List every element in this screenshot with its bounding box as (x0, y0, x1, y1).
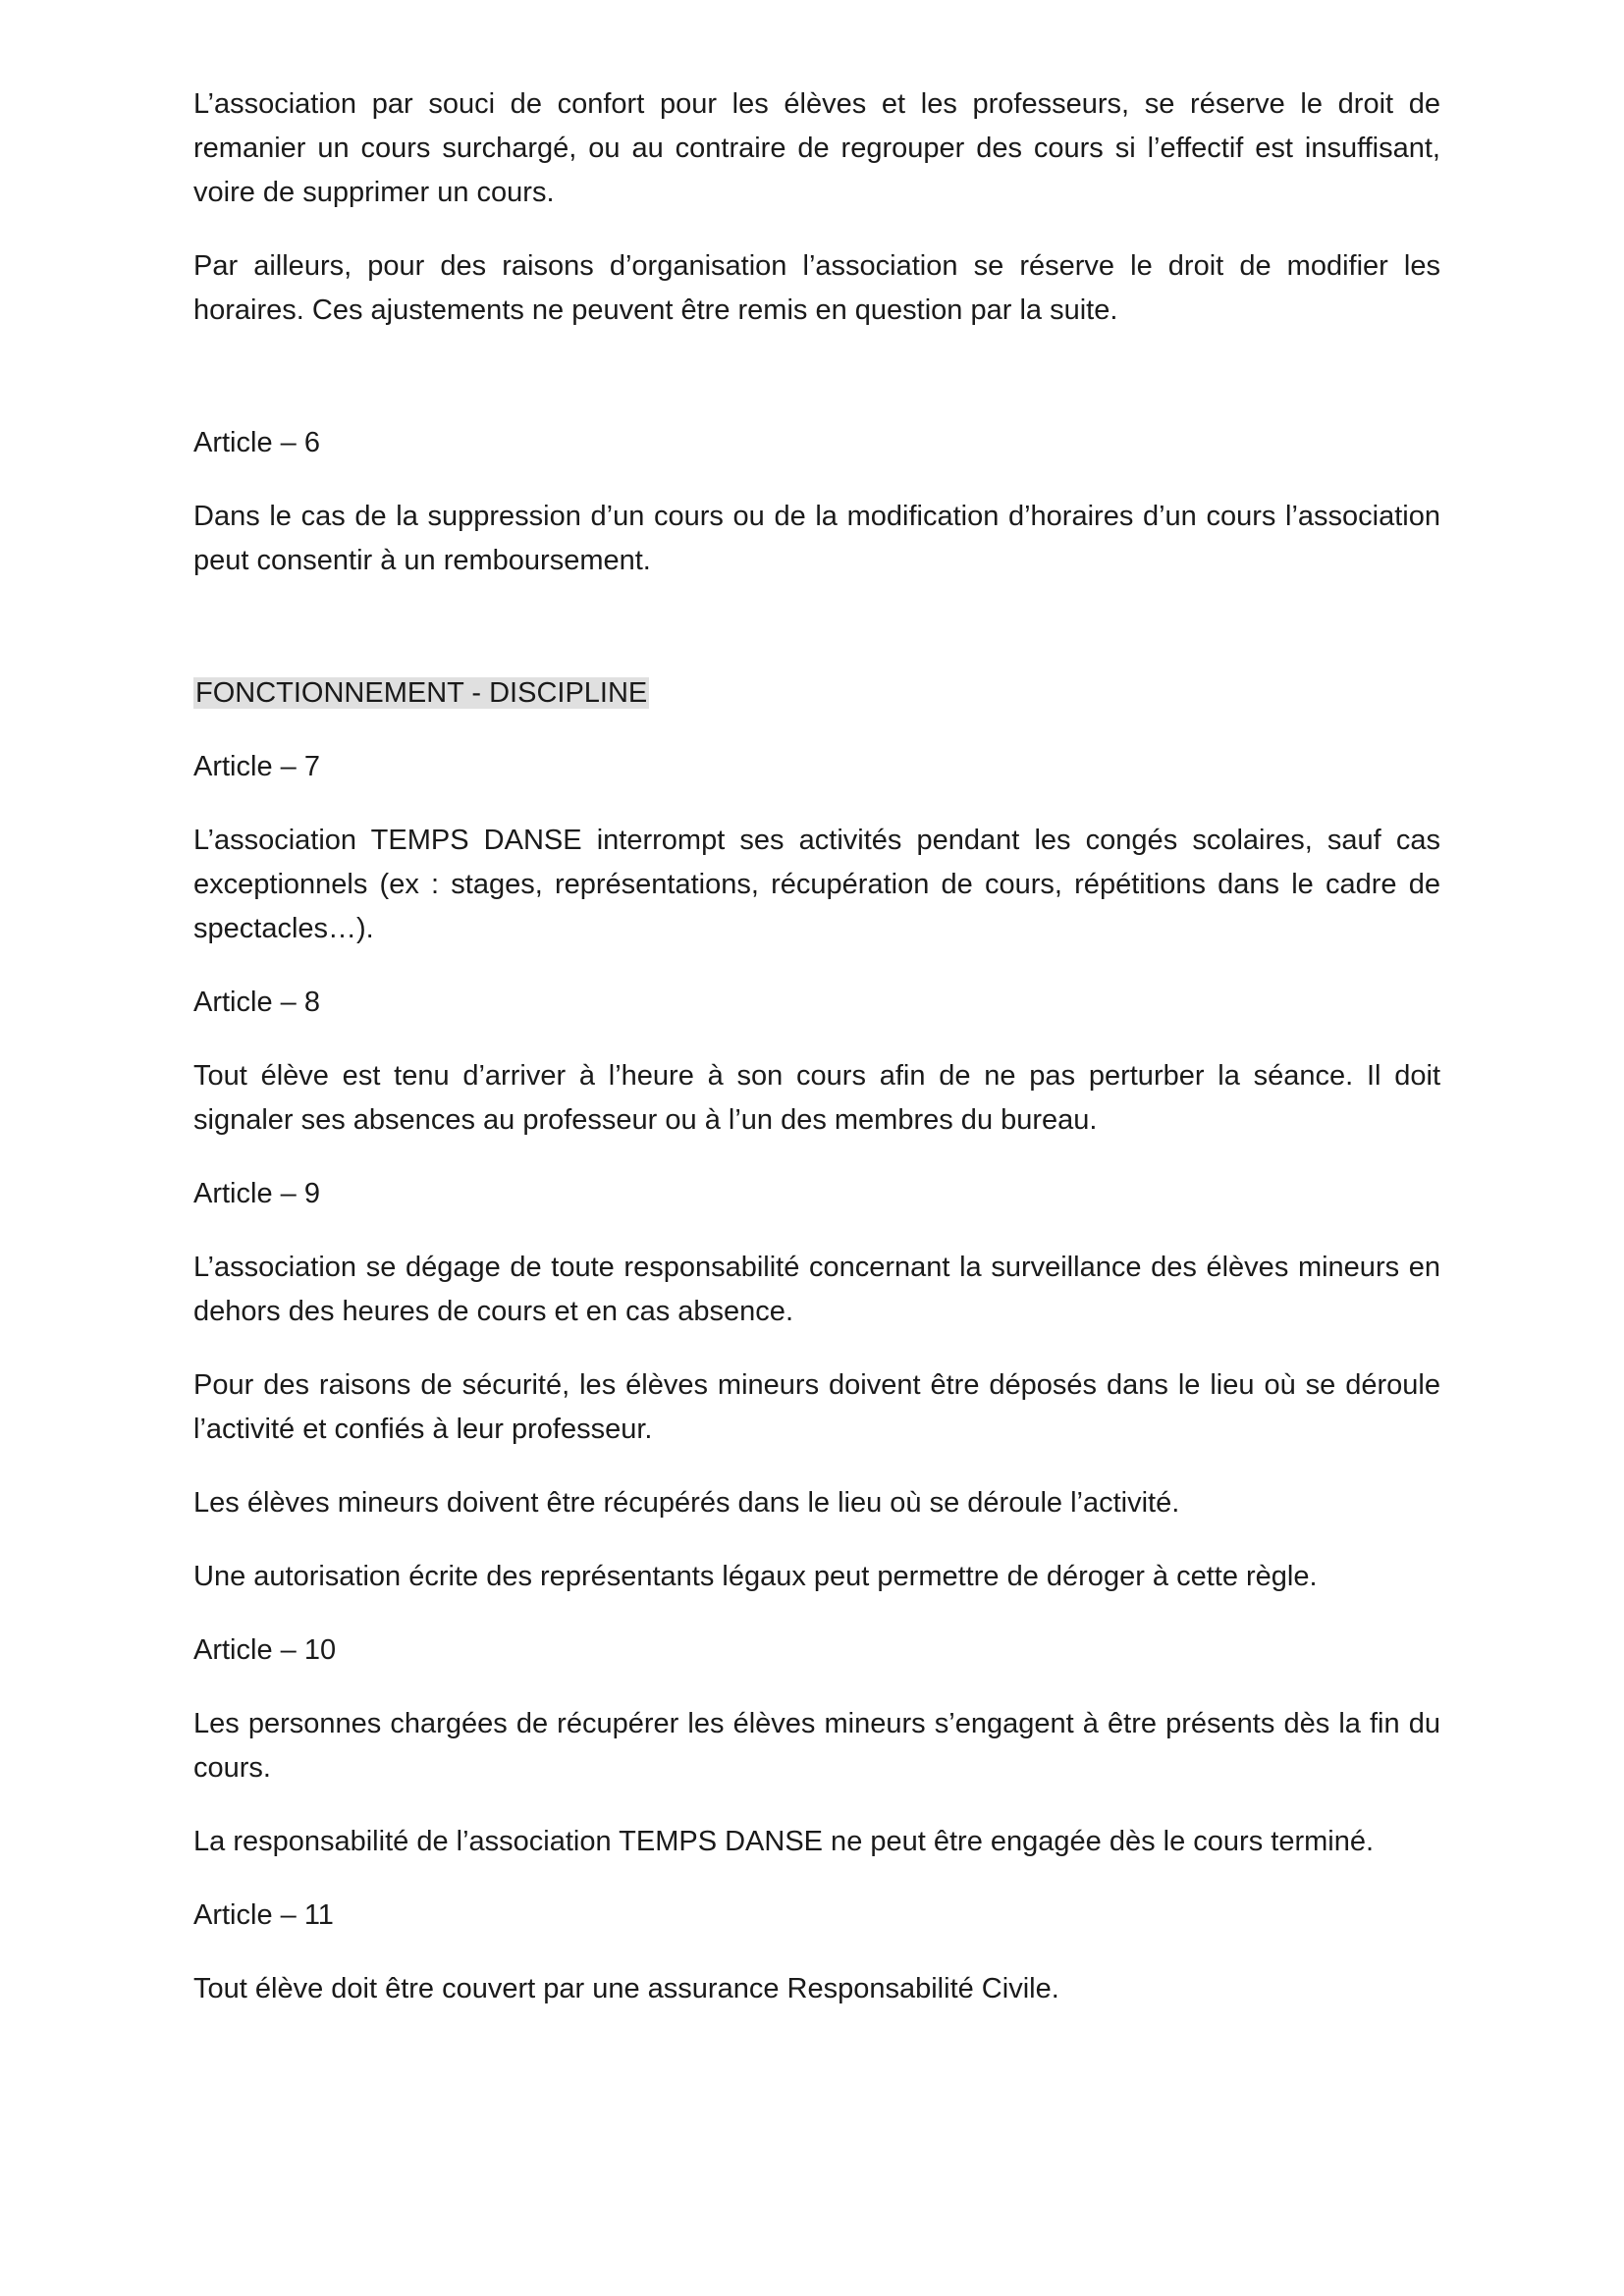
article-9-paragraph-4: Une autorisation écrite des représentants légaux peut permettre de déroger à cette règle. (193, 1561, 1318, 1592)
article-9-paragraph-1: L’association se dégage de toute responsabilité concernant la surveillance des élèves mineurs en dehors des heures de cours et en cas absence. (193, 1252, 1440, 1327)
section-heading: FONCTIONNEMENT - DISCIPLINE (195, 677, 648, 709)
article-9-paragraph-3: Les élèves mineurs doivent être récupérés dans le lieu où se déroule l’activité. (193, 1487, 1180, 1519)
intro-paragraph-1: L’association par souci de confort pour les élèves et les professeurs, se réserve le droit de remanier un cours surchargé, ou au contraire de regrouper des cours si l’effectif est insuffisant, voire de supprimer un cours. (193, 88, 1440, 208)
intro-paragraph-2: Par ailleurs, pour des raisons d’organisation l’association se réserve le droit de modifier les horaires. Ces ajustements ne peuvent être remis en question par la suite. (193, 250, 1440, 326)
article-9-title: Article – 9 (193, 1178, 320, 1209)
article-10-paragraph-1: Les personnes chargées de récupérer les élèves mineurs s’engagent à être présents dès la fin du cours. (193, 1708, 1440, 1784)
article-10-title: Article – 10 (193, 1634, 337, 1666)
article-11-paragraph-1: Tout élève doit être couvert par une assurance Responsabilité Civile. (193, 1973, 1059, 2004)
article-11-title: Article – 11 (193, 1899, 334, 1931)
document-body (193, 82, 1440, 2041)
article-6-paragraph-1: Dans le cas de la suppression d’un cours ou de la modification d’horaires d’un cours l’association peut consentir à un remboursement. (193, 501, 1440, 576)
spacer (193, 613, 1440, 671)
article-6-title: Article – 6 (193, 427, 320, 458)
section-heading-wrapper (193, 671, 1440, 716)
article-7-paragraph-1: L’association TEMPS DANSE interrompt ses activités pendant les congés scolaires, sauf cas exceptionnels (ex : stages, représentations, récupération de cours, répétitions dans le cadre de spectacles…). (193, 825, 1440, 944)
spacer (193, 362, 1440, 421)
article-10-paragraph-2: La responsabilité de l’association TEMPS DANSE ne peut être engagée dès le cours terminé. (193, 1826, 1375, 1857)
article-8-paragraph-1: Tout élève est tenu d’arriver à l’heure à son cours afin de ne pas perturber la séance. Il doit signaler ses absences au professeur ou à l’un des membres du bureau. (193, 1060, 1440, 1136)
article-9-paragraph-2: Pour des raisons de sécurité, les élèves mineurs doivent être déposés dans le lieu où se déroule l’activité et confiés à leur professeur. (193, 1369, 1440, 1445)
article-7-title: Article – 7 (193, 751, 320, 782)
article-8-title: Article – 8 (193, 987, 320, 1018)
